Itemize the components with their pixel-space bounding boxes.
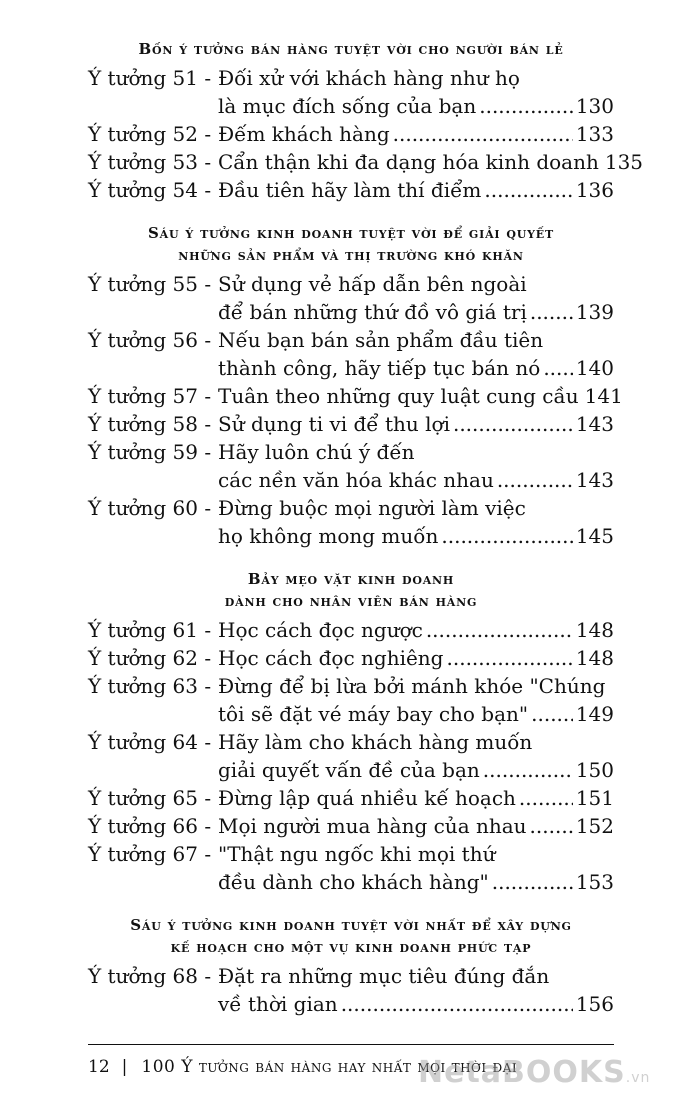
entry-label: Ý tưởng 54 - — [88, 178, 212, 202]
entry-title — [218, 438, 614, 494]
dot-leader — [483, 756, 573, 784]
entry-title-line: Học cách đọc nghiêng — [218, 646, 444, 670]
toc-entry — [88, 382, 623, 410]
entry-title-line: để bán những thứ đồ vô giá trị — [218, 300, 527, 324]
entry-label: Ý tưởng 52 - — [88, 122, 212, 146]
entry-title-line: Đối xử với khách hàng như họ — [218, 66, 520, 90]
toc-entry — [88, 728, 614, 784]
toc-entry — [88, 326, 614, 382]
section-heading-line: Bảy mẹo vặt kinh doanh — [247, 570, 455, 588]
entry-page-number: 143 — [575, 468, 614, 492]
entry-title-line: Học cách đọc ngược — [218, 618, 423, 642]
entry-page-number: 153 — [575, 870, 614, 894]
entry-title-line: các nền văn hóa khác nhau — [218, 468, 494, 492]
entry-title — [218, 784, 614, 812]
toc-entry — [88, 962, 614, 1018]
entry-page-number: 133 — [575, 122, 614, 146]
entry-label: Ý tưởng 55 - — [88, 272, 212, 296]
entry-title-line: đều dành cho khách hàng" — [218, 870, 489, 894]
entry-title — [218, 382, 623, 410]
entry-title — [218, 494, 614, 550]
entry-title-line: Tuân theo những quy luật cung cầu — [218, 384, 579, 408]
dot-leader — [519, 784, 573, 812]
toc-entry — [88, 438, 614, 494]
entry-label: Ý tưởng 61 - — [88, 618, 212, 642]
section-heading — [88, 914, 614, 958]
section-heading — [88, 568, 614, 612]
entry-page-number: 139 — [575, 300, 614, 324]
entry-title — [218, 644, 614, 672]
entry-title-line: Sử dụng ti vi để thu lợi — [218, 412, 450, 436]
dot-leader — [426, 616, 573, 644]
entry-title — [218, 326, 614, 382]
toc-entry — [88, 148, 644, 176]
entry-label: Ý tưởng 68 - — [88, 964, 212, 988]
dot-leader — [497, 466, 573, 494]
entry-label: Ý tưởng 65 - — [88, 786, 212, 810]
section-heading — [88, 38, 614, 60]
watermark-logo — [418, 1055, 650, 1090]
book-title: 100 Ý tưởng bán hàng hay nhất mọi thời đại — [141, 1057, 518, 1077]
dot-leader — [530, 298, 573, 326]
entry-title-line: là mục đích sống của bạn — [218, 94, 477, 118]
entry-page-number: 148 — [575, 618, 614, 642]
section-heading-line: Bốn ý tưởng bán hàng tuyệt vời cho người bán lẻ — [138, 40, 564, 58]
entry-page-number: 150 — [575, 758, 614, 782]
entry-label: Ý tưởng 59 - — [88, 440, 212, 464]
entry-title — [218, 148, 644, 176]
toc-entry — [88, 270, 614, 326]
entry-page-number: 140 — [575, 356, 614, 380]
entry-title — [218, 962, 614, 1018]
entry-title — [218, 728, 614, 784]
entry-title — [218, 270, 614, 326]
entry-label: Ý tưởng 51 - — [88, 66, 212, 90]
toc-entry — [88, 410, 614, 438]
entry-page-number: 141 — [584, 384, 623, 408]
dot-leader — [492, 868, 573, 896]
entry-page-number: 156 — [575, 992, 614, 1016]
entry-page-number: 149 — [575, 702, 614, 726]
entry-title — [218, 176, 614, 204]
entry-title-line: tôi sẽ đặt vé máy bay cho bạn" — [218, 702, 529, 726]
toc-entry — [88, 120, 614, 148]
section-heading-line: Sáu ý tưởng kinh doanh tuyệt vời nhất để xây dựng — [130, 916, 572, 934]
entry-page-number: 143 — [575, 412, 614, 436]
entry-title — [218, 616, 614, 644]
entry-page-number: 151 — [575, 786, 614, 810]
entry-title — [218, 840, 614, 896]
footer-separator: | — [121, 1057, 128, 1077]
entry-label: Ý tưởng 53 - — [88, 150, 212, 174]
toc-entry — [88, 840, 614, 896]
dot-leader — [543, 354, 572, 382]
toc-entry — [88, 784, 614, 812]
entry-page-number: 152 — [575, 814, 614, 838]
toc-entry — [88, 176, 614, 204]
entry-label: Ý tưởng 57 - — [88, 384, 212, 408]
section-heading-line: kế hoạch cho một vụ kinh doanh phức tạp — [170, 938, 532, 956]
entry-label: Ý tưởng 67 - — [88, 842, 212, 866]
toc-entry — [88, 644, 614, 672]
entry-title-line: Đếm khách hàng — [218, 122, 390, 146]
dot-leader — [453, 410, 573, 438]
entry-title-line: về thời gian — [218, 992, 338, 1016]
dot-leader — [531, 700, 573, 728]
dot-leader — [441, 522, 572, 550]
entry-title-line: Đầu tiên hãy làm thí điểm — [218, 178, 482, 202]
entry-title-line: họ không mong muốn — [218, 524, 439, 548]
entry-title-line: Sử dụng vẻ hấp dẫn bên ngoài — [218, 272, 527, 296]
entry-title-line: Đặt ra những mục tiêu đúng đắn — [218, 964, 550, 988]
entry-title — [218, 410, 614, 438]
dot-leader — [479, 92, 573, 120]
dot-leader — [530, 812, 573, 840]
dot-leader — [484, 176, 572, 204]
watermark-brand: NetaBOOKS — [418, 1055, 626, 1090]
entry-label: Ý tưởng 58 - — [88, 412, 212, 436]
entry-title-line: giải quyết vấn đề của bạn — [218, 758, 480, 782]
entry-title-line: Đừng để bị lừa bởi mánh khóe "Chúng — [218, 674, 606, 698]
entry-title-line: Nếu bạn bán sản phẩm đầu tiên — [218, 328, 544, 352]
section-heading-line: Sáu ý tưởng kinh doanh tuyệt vời để giải quyết — [148, 224, 554, 242]
section-heading — [88, 222, 614, 266]
watermark-suffix: .vn — [625, 1070, 651, 1086]
toc-entry — [88, 672, 614, 728]
toc-entry — [88, 64, 614, 120]
entry-title-line: Hãy làm cho khách hàng muốn — [218, 730, 533, 754]
dot-leader — [341, 990, 573, 1018]
page-number: 12 — [88, 1057, 110, 1077]
dot-leader — [393, 120, 573, 148]
entry-title-line: Đừng buộc mọi người làm việc — [218, 496, 526, 520]
entry-title-line: "Thật ngu ngốc khi mọi thứ — [218, 842, 496, 866]
entry-page-number: 130 — [575, 94, 614, 118]
toc-entry — [88, 812, 614, 840]
entry-title-line: Cẩn thận khi đa dạng hóa kinh doanh — [218, 150, 599, 174]
entry-label: Ý tưởng 60 - — [88, 496, 212, 520]
entry-title-line: Đừng lập quá nhiều kế hoạch — [218, 786, 516, 810]
footer-rule — [88, 1044, 614, 1045]
entry-title-line: Hãy luôn chú ý đến — [218, 440, 415, 464]
toc-entry — [88, 616, 614, 644]
entry-page-number: 145 — [575, 524, 614, 548]
entry-title — [218, 812, 614, 840]
entry-label: Ý tưởng 56 - — [88, 328, 212, 352]
entry-title-line: Mọi người mua hàng của nhau — [218, 814, 527, 838]
entry-page-number: 148 — [575, 646, 614, 670]
section-heading-line: dành cho nhân viên bán hàng — [224, 592, 478, 610]
dot-leader — [447, 644, 573, 672]
toc-entry — [88, 494, 614, 550]
entry-label: Ý tưởng 66 - — [88, 814, 212, 838]
section-heading-line: những sản phẩm và thị trường khó khăn — [178, 246, 524, 264]
entry-label: Ý tưởng 62 - — [88, 646, 212, 670]
entry-title — [218, 120, 614, 148]
entry-title — [218, 672, 614, 728]
entry-page-number: 135 — [604, 150, 644, 174]
entry-page-number: 136 — [575, 178, 614, 202]
entry-label: Ý tưởng 64 - — [88, 730, 212, 754]
entry-label: Ý tưởng 63 - — [88, 674, 212, 698]
table-of-contents — [88, 38, 644, 1018]
entry-title — [218, 64, 614, 120]
entry-title-line: thành công, hãy tiếp tục bán nó — [218, 356, 541, 380]
